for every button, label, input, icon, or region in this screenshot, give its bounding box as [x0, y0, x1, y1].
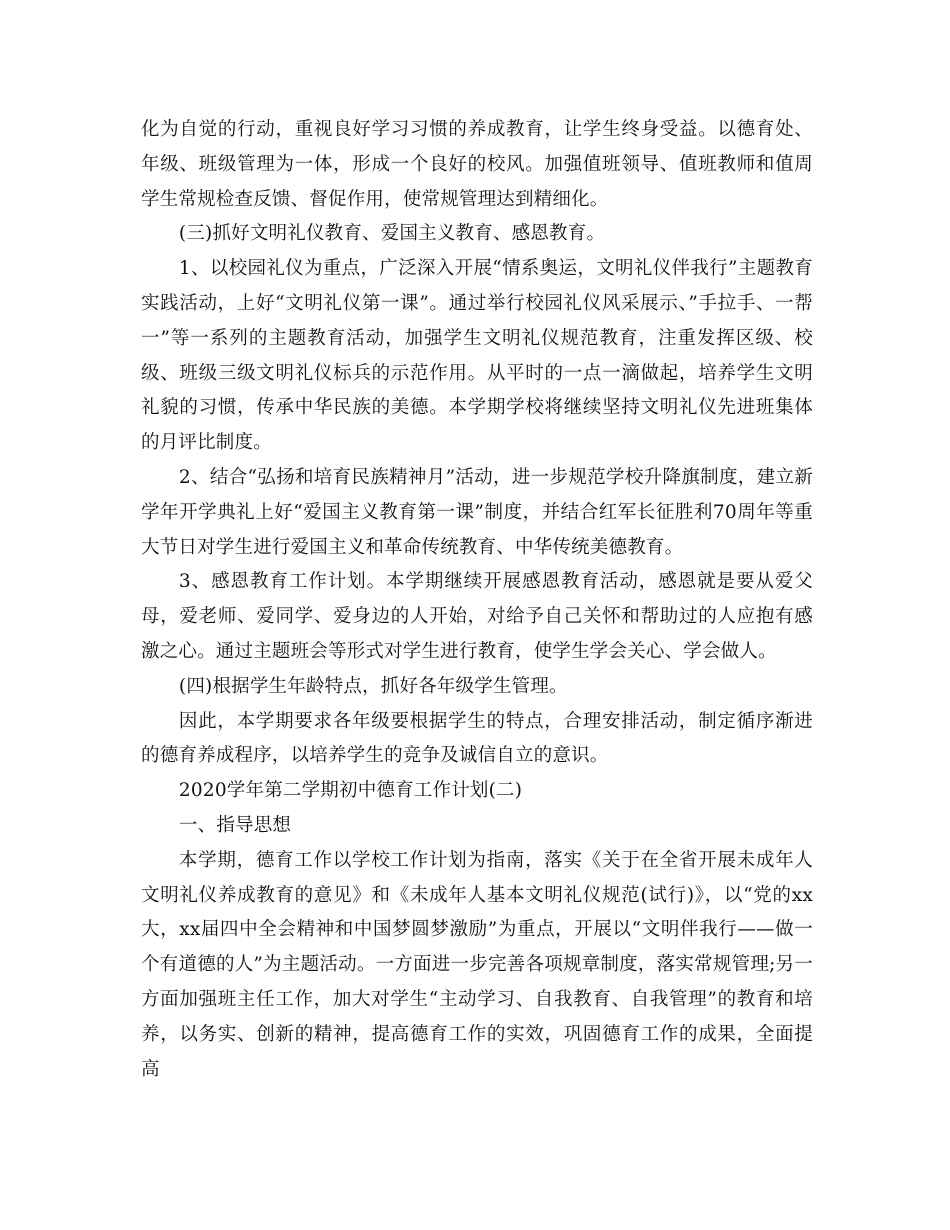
paragraph-5: 3、感恩教育工作计划。本学期继续开展感恩教育活动，感恩就是要从爱父母，爱老师、爱同学、爱身边的人开始，对给予自己关怀和帮助过的人应抱有感激之心。通过主题班会等形式对学生进行教育，使学生学会关心、学会做人。	[141, 571, 813, 662]
paragraph-10: 本学期，德育工作以学校工作计划为指南，落实《关于在全省开展未成年人文明礼仪养成教育的意见》和《未成年人基本文明礼仪规范(试行)》，以“党的xx大，xx届四中全会精神和中国梦圆梦激励”为重点，开展以“文明伴我行——做一个有道德的人”为主题活动。一方面进一步完善各项规章制度，落实常规管理;另一方面加强班主任工作，加大对学生“主动学习、自我教育、自我管理”的教育和培养，以务实、创新的精神，提高德育工作的实效，巩固德育工作的成果，全面提高	[141, 849, 813, 1080]
paragraph-1: 化为自觉的行动，重视良好学习习惯的养成教育，让学生终身受益。以德育处、年级、班级管理为一体，形成一个良好的校风。加强值班领导、值班教师和值周学生常规检查反馈、督促作用，使常规管理达到精细化。	[141, 119, 813, 210]
document-body	[141, 113, 813, 1087]
paragraph-2: (三)抓好文明礼仪教育、爱国主义教育、感恩教育。	[178, 223, 606, 245]
paragraph-4: 2、结合“弘扬和培育民族精神月”活动，进一步规范学校升降旗制度，建立新学年开学典礼上好“爱国主义教育第一课”制度，并结合红军长征胜利70周年等重大节日对学生进行爱国主义和革命传统教育、中华传统美德教育。	[141, 466, 813, 558]
paragraph-3: 1、以校园礼仪为重点，广泛深入开展“情系奥运，文明礼仪伴我行”主题教育实践活动，上好“文明礼仪第一课”。通过举行校园礼仪风采展示、”手拉手、一帮一”等一系列的主题教育活动，加强学生文明礼仪规范教育，注重发挥区级、校级、班级三级文明礼仪标兵的示范作用。从平时的一点一滴做起，培养学生文明礼貌的习惯，传承中华民族的美德。本学期学校将继续坚持文明礼仪先进班集体的月评比制度。	[141, 258, 813, 454]
paragraph-6: (四)根据学生年龄特点，抓好各年级学生管理。	[178, 675, 568, 697]
section-title: 2020学年第二学期初中德育工作计划(二)	[178, 780, 523, 802]
paragraph-7: 因此，本学期要求各年级要根据学生的特点，合理安排活动，制定循序渐进的德育养成程序，以培养学生的竞争及诚信自立的意识。	[141, 710, 813, 767]
section-heading: 一、指导思想	[178, 814, 292, 836]
